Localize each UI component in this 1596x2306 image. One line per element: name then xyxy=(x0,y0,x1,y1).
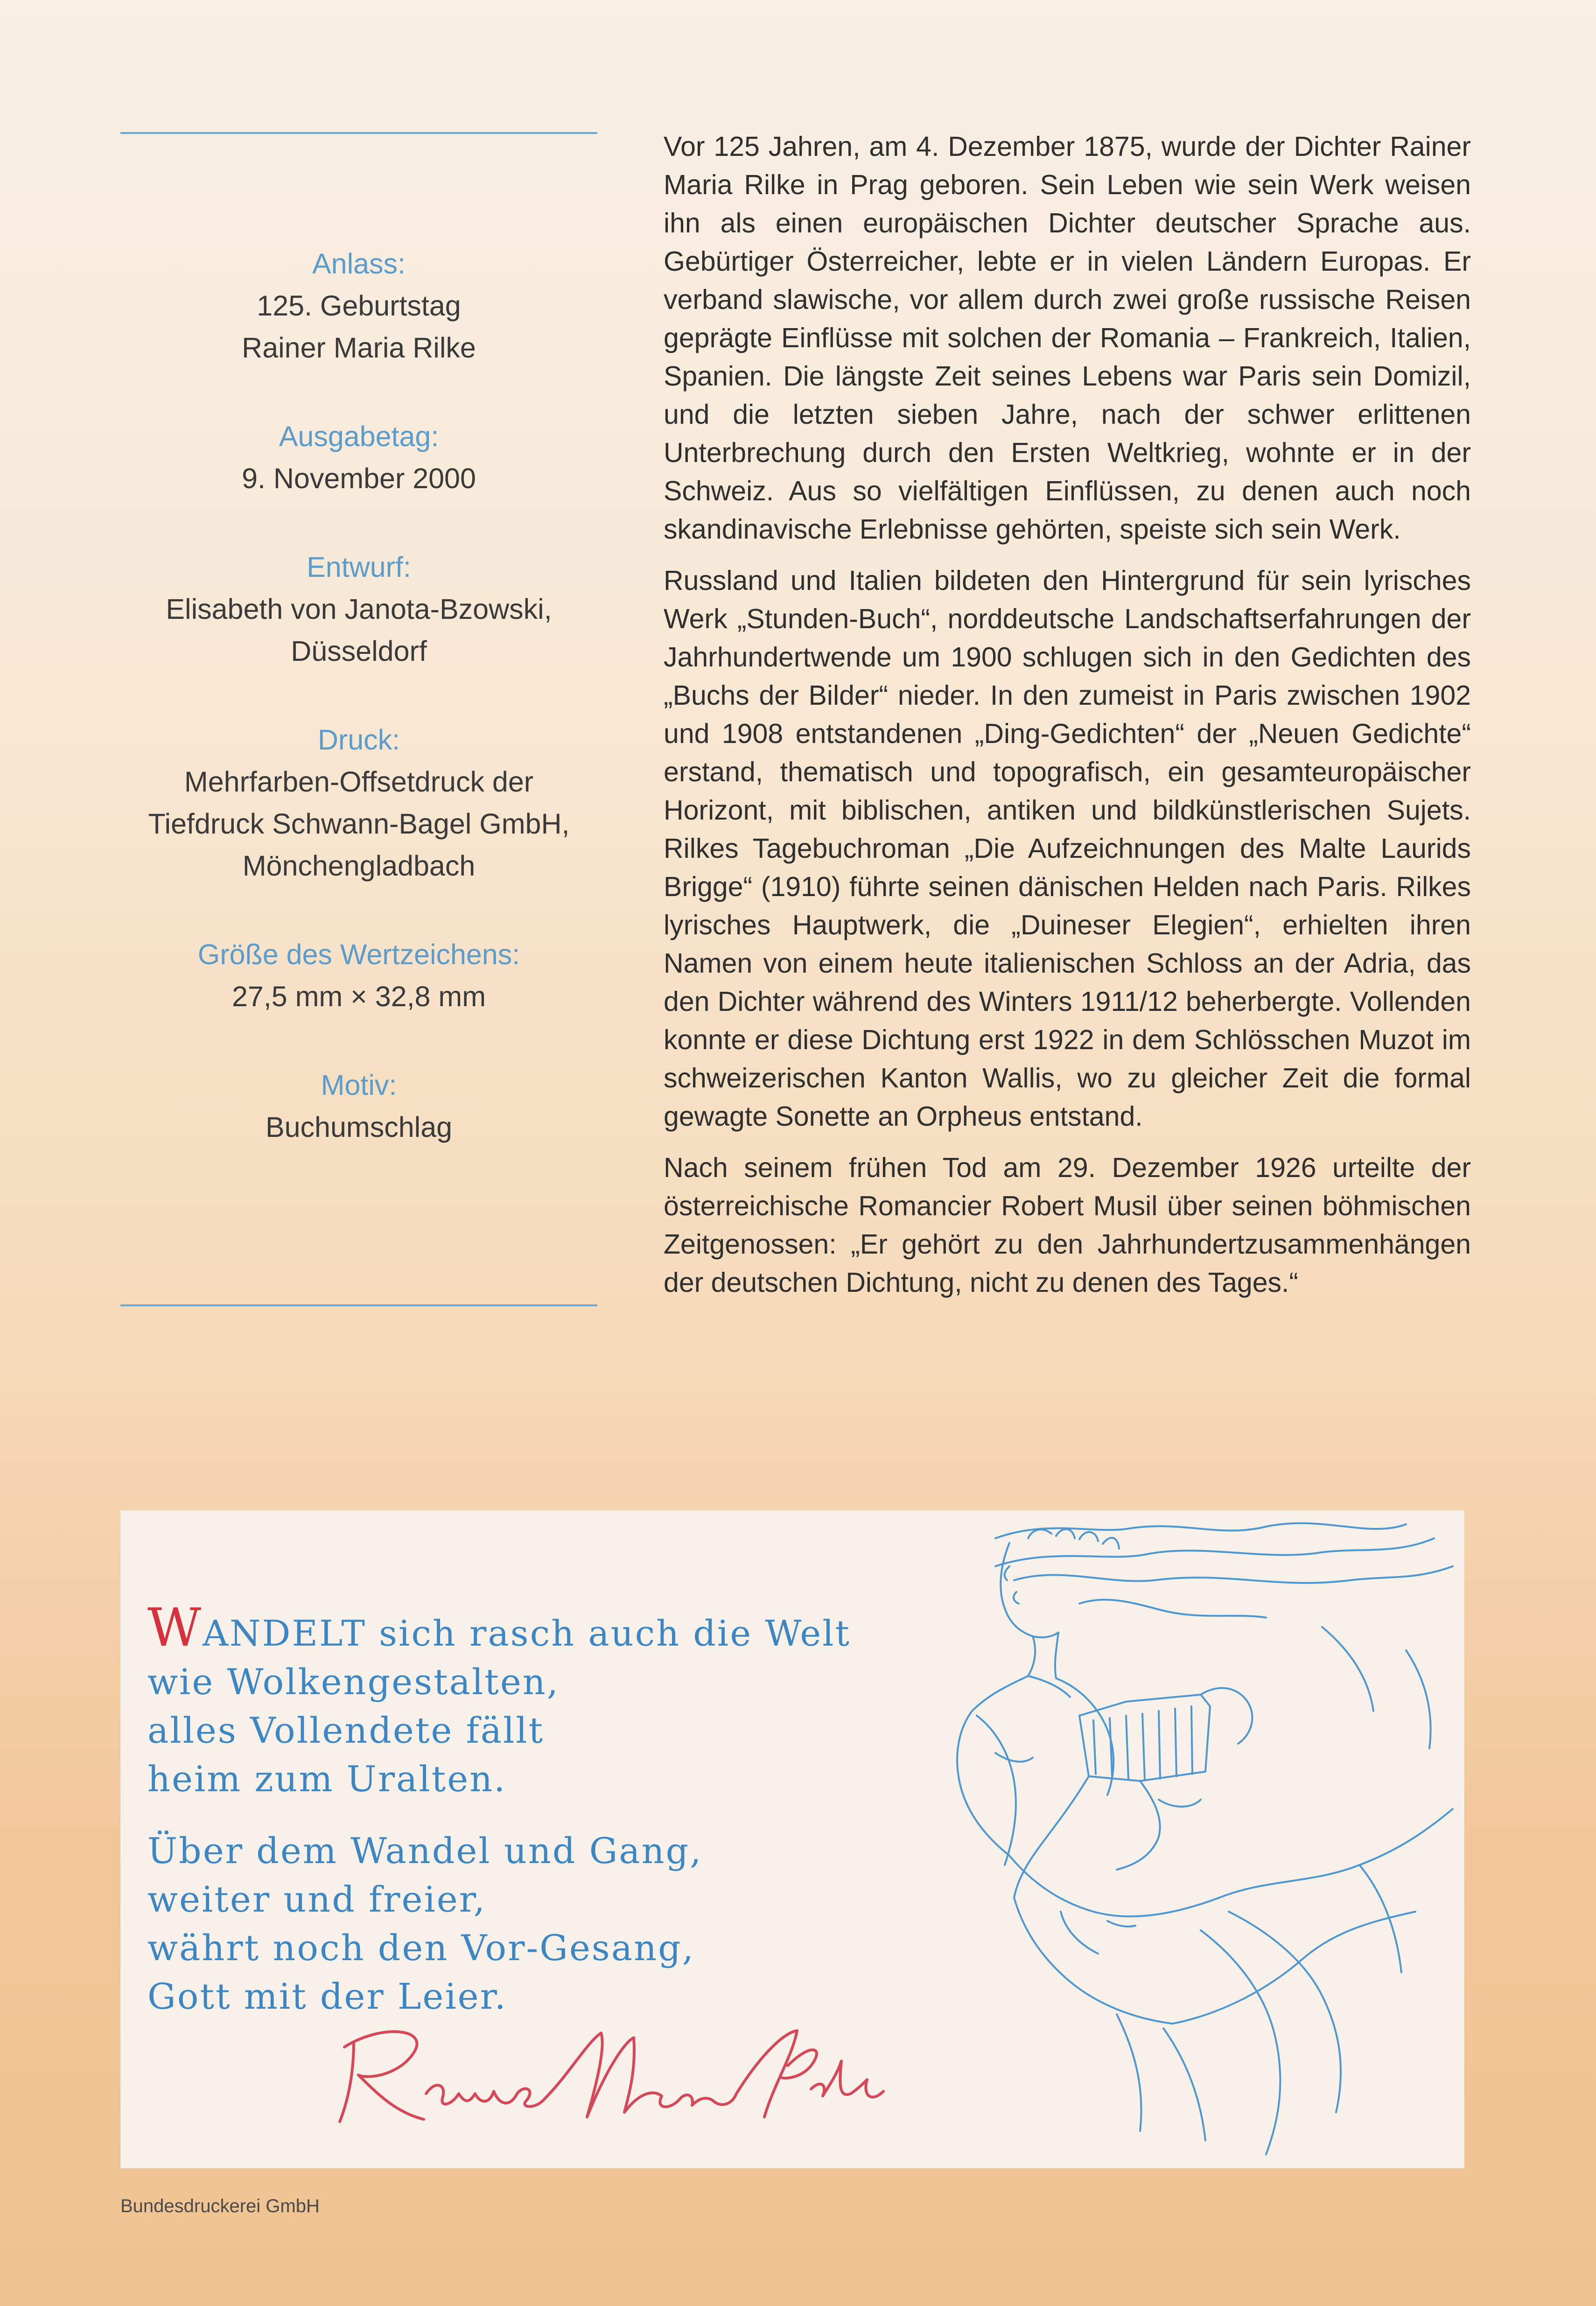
info-value: Elisabeth von Janota-Bzowski, Düsseldorf xyxy=(166,593,552,667)
poem-card xyxy=(120,1510,1464,2168)
info-value: 27,5 mm × 32,8 mm xyxy=(231,981,486,1012)
info-label: Ausgabetag: xyxy=(279,421,439,452)
article-paragraph: Vor 125 Jahren, am 4. Dezember 1875, wurde der Dichter Rainer Maria Rilke in Prag geboren. Sein Leben wie sein Werk weisen ihn als einen europäischen Dichter deutscher Sprache aus. Gebürtiger Österreicher, lebte er in vielen Ländern Europas. Er verband slawische, vor allem durch zwei große russische Reisen geprägte Einflüsse mit solchen der Romania – Frankreich, Italien, Spanien. Die längste Zeit seines Lebens war Paris sein Domizil, und die letzten sieben Jahre, nach der schwer erlittenen Unterbrechung durch den Ersten Weltkrieg, wohnte er in der Schweiz. Aus so vielfältigen Einflüssen, zu denen auch noch skandinavische Erlebnisse gehörten, speiste sich sein Werk. xyxy=(664,131,1471,545)
issue-info-column xyxy=(120,243,597,1195)
info-value: Mehrfarben-Offsetdruck der Tiefdruck Schwann-Bagel GmbH, Mönchengladbach xyxy=(148,766,570,882)
info-motif xyxy=(120,1064,597,1148)
poem-line: heim zum Uralten. xyxy=(147,1758,507,1800)
info-issue-date xyxy=(120,415,597,499)
poem-line: weiter und freier, xyxy=(147,1878,486,1920)
rilke-signature xyxy=(326,2014,886,2136)
info-label: Anlass: xyxy=(312,248,406,280)
poem-line: alles Vollendete fällt xyxy=(147,1710,545,1751)
info-label: Entwurf: xyxy=(307,551,411,583)
poem-line: währt noch den Vor-Gesang, xyxy=(147,1927,695,1969)
orpheus-lyre-drawing xyxy=(939,1510,1464,2168)
info-label: Motiv: xyxy=(321,1069,397,1101)
article-body xyxy=(664,127,1471,1315)
publisher-footer: Bundesdruckerei GmbH xyxy=(120,2196,320,2216)
poem-line xyxy=(147,1598,941,1658)
info-value: 9. November 2000 xyxy=(242,463,476,494)
poem-dropcap: W xyxy=(147,1598,203,1658)
poem-line: wie Wolkengestalten, xyxy=(147,1661,560,1703)
poem-line: Über dem Wandel und Gang, xyxy=(147,1830,703,1871)
info-design xyxy=(120,546,597,672)
article-paragraph: Russland und Italien bildeten den Hintergrund für sein lyrisches Werk „Stunden-Buch“, norddeutsche Landschaftserfahrungen der Jahrhundertwende um 1900 schlugen sich in den Gedichten des „Buchs der Bilder“ nieder. In den zumeist in Paris zwischen 1902 und 1908 entstandenen „Ding-Gedichten“ der „Neuen Gedichte“ erstand, thematisch und topografisch, ein gesamteuropäischer Horizont, mit biblischen, antiken und bildkünstlerischen Sujets. Rilkes Tagebuchroman „Die Aufzeichnungen des Malte Laurids Brigge“ (1910) führte seinen dänischen Helden nach Paris. Rilkes lyrisches Hauptwerk, die „Duineser Elegien“, erhielten ihren Namen von einem heute italienischen Schloss an der Adria, das den Dichter während des Winters 1911/12 beherbergte. Vollenden konnte er diese Dichtung erst 1922 in dem Schlösschen Muzot im schweizerischen Kanton Wallis, wo zu gleicher Zeit die formal gewagte Sonette an Orpheus entstand. xyxy=(664,565,1471,1132)
info-stamp-size xyxy=(120,933,597,1017)
info-printing xyxy=(120,719,597,887)
top-divider xyxy=(120,132,597,134)
info-label: Größe des Wertzeichens: xyxy=(197,939,520,970)
info-occasion xyxy=(120,243,597,369)
poem-line-text: ANDELT sich rasch auch die Welt xyxy=(203,1612,851,1654)
poem-stanza-1 xyxy=(147,1598,941,1803)
info-value: Buchumschlag xyxy=(265,1111,453,1143)
poem-line: Gott mit der Leier. xyxy=(147,1976,507,2017)
poem-stanza-2 xyxy=(147,1827,941,2021)
bottom-divider xyxy=(120,1304,597,1306)
info-value: 125. Geburtstag Rainer Maria Rilke xyxy=(242,290,476,364)
poem xyxy=(147,1598,941,2044)
info-label: Druck: xyxy=(317,724,400,756)
article-paragraph: Nach seinem frühen Tod am 29. Dezember 1926 urteilte der österreichische Romancier Robert Musil über seinen böhmischen Zeitgenossen: „Er gehört zu den Jahrhundertzusammenhängen der deutschen Dichtung, nicht zu denen des Tages.“ xyxy=(664,1152,1471,1298)
